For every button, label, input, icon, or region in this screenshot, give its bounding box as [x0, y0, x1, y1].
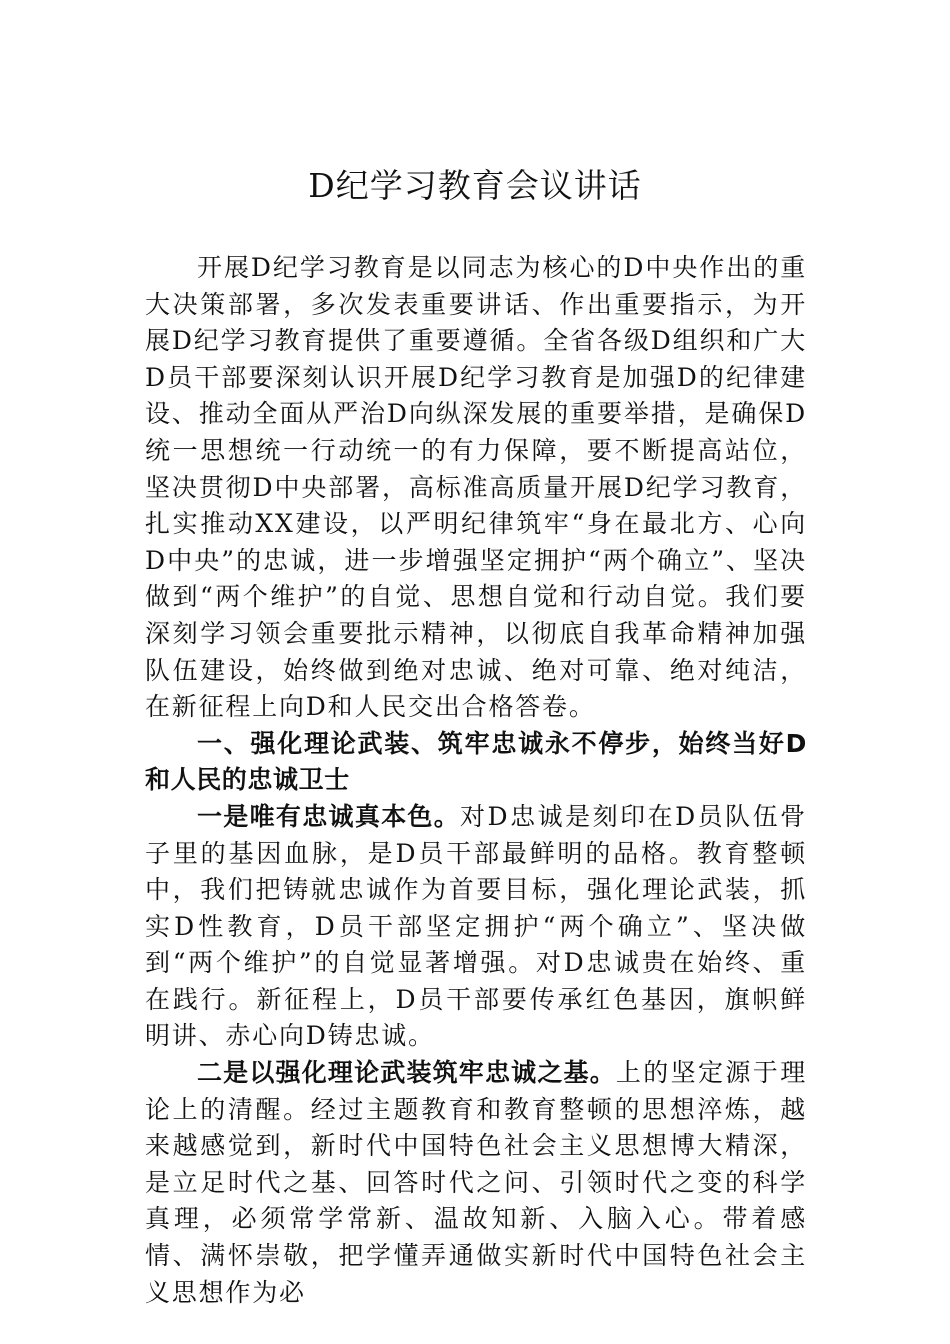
section-heading-1: 一、强化理论武装、筑牢忠诚永不停步，始终当好D和人民的忠诚卫士: [145, 728, 807, 795]
point-paragraph-2: [145, 1055, 807, 1311]
point-body-1: 对D忠诚是刻印在D员队伍骨子里的基因血脉，是D员干部最鲜明的品格。教育整顿中，我们把铸就忠诚作为首要目标，强化理论武装，抓实D性教育，D员干部坚定拥护“两个确立”、坚决做到“两个维护”的自觉显著增强。对D忠诚贵在始终、重在践行。新征程上，D员干部要传承红色基因，旗帜鲜明讲、赤心向D铸忠诚。: [145, 801, 807, 1051]
document-body: [145, 250, 807, 1311]
point-paragraph-1: [145, 799, 807, 1055]
point-body-2: 上的坚定源于理论上的清醒。经过主题教育和教育整顿的思想淬炼，越来越感觉到，新时代中国特色社会主义思想博大精深，是立足时代之基、回答时代之问、引领时代之变的科学真理，必须常学常新、温故知新、入脑入心。带着感情、满怀崇敬，把学懂弄通做实新时代中国特色社会主义思想作为必: [145, 1058, 807, 1307]
intro-paragraph: 开展D纪学习教育是以同志为核心的D中央作出的重大决策部署，多次发表重要讲话、作出重要指示，为开展D纪学习教育提供了重要遵循。全省各级D组织和广大D员干部要深刻认识开展D纪学习教育是加强D的纪律建设、推动全面从严治D向纵深发展的重要举措，是确保D统一思想统一行动统一的有力保障，要不断提高站位，坚决贯彻D中央部署，高标准高质量开展D纪学习教育，扎实推动XX建设，以严明纪律筑牢“身在最北方、心向D中央”的忠诚，进一步增强坚定拥护“两个确立”、坚决做到“两个维护”的自觉、思想自觉和行动自觉。我们要深刻学习领会重要批示精神，以彻底自我革命精神加强队伍建设，始终做到绝对忠诚、绝对可靠、绝对纯洁，在新征程上向D和人民交出合格答卷。: [145, 253, 807, 722]
document-title: D纪学习教育会议讲话: [308, 166, 642, 205]
point-lead-1: 一是唯有忠诚真本色。: [197, 801, 461, 831]
point-lead-2: 二是以强化理论武装筑牢忠诚之基。: [197, 1058, 616, 1088]
